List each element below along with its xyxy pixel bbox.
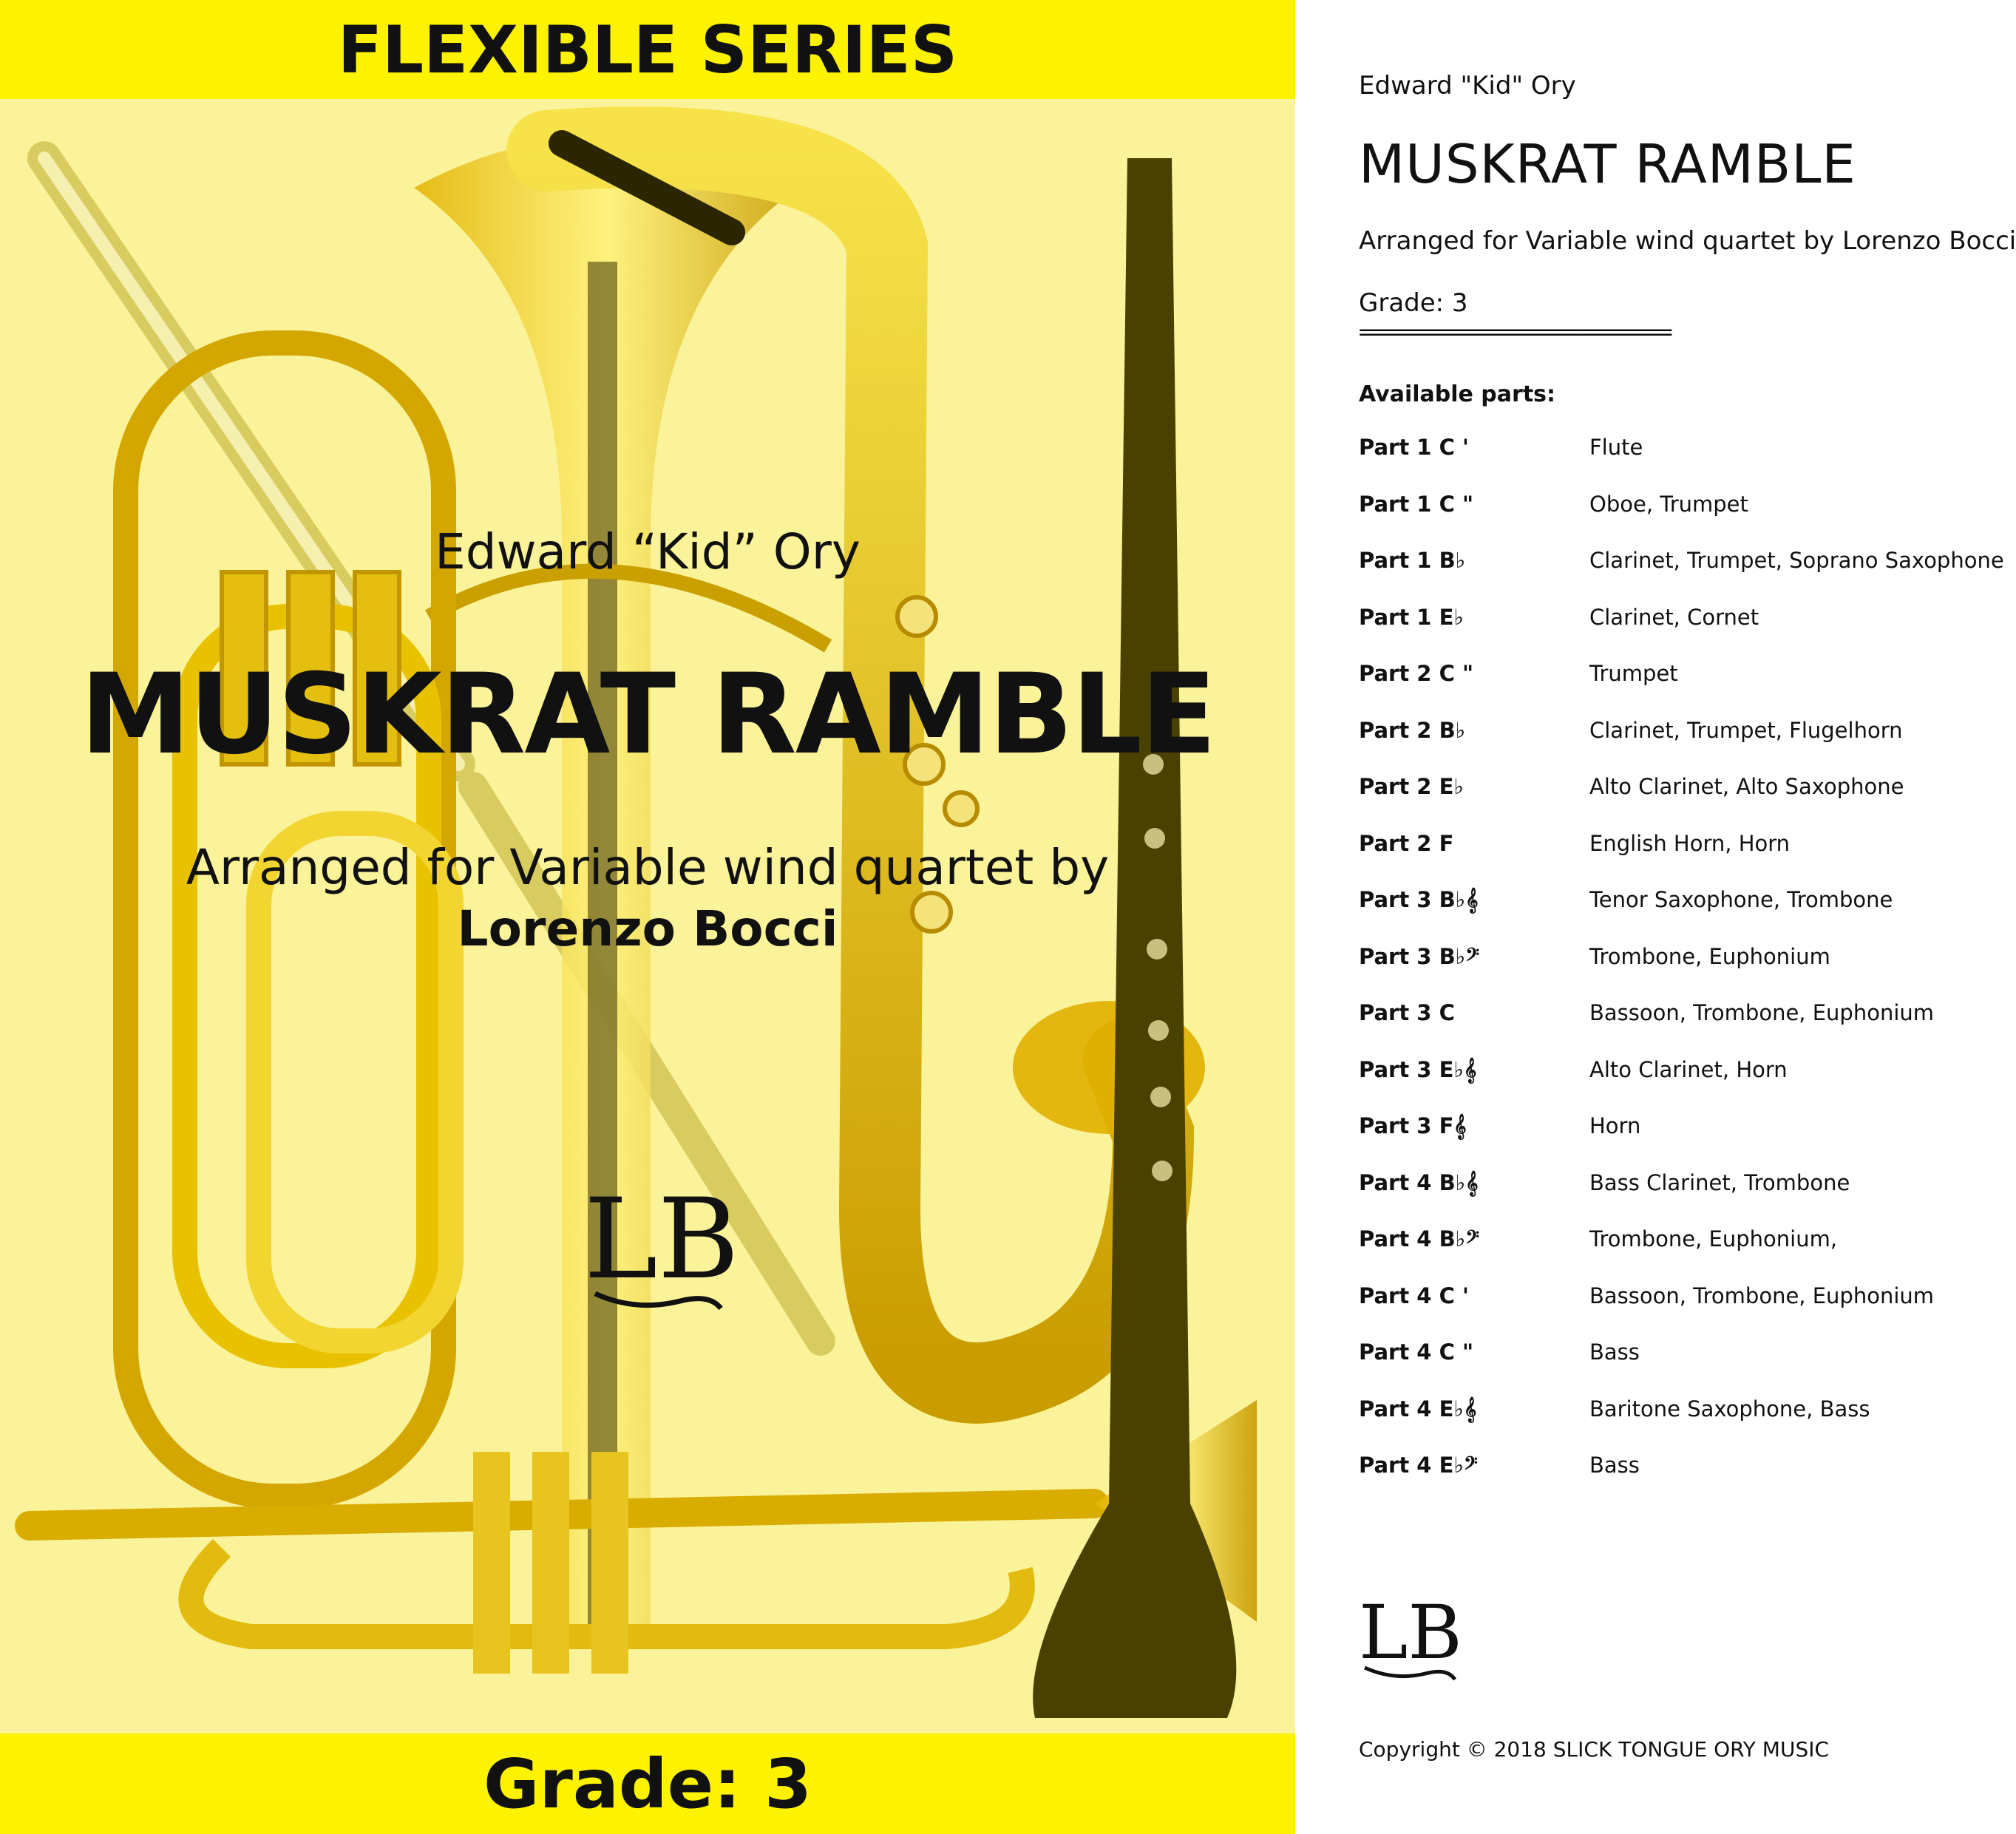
part-label: Part 2 B♭ [1359,717,1466,743]
part-row [1359,605,1876,662]
part-instruments: Clarinet, Trumpet, Flugelhorn [1589,717,1903,743]
part-label: Part 1 C ' [1359,435,1469,460]
part-label: Part 4 B♭𝄢 [1359,1226,1480,1251]
part-label: Part 1 B♭ [1359,548,1466,573]
cover-arranger: Lorenzo Bocci [457,900,838,957]
part-label: Part 2 C " [1359,661,1474,686]
part-row [1359,1226,1876,1283]
parts-sheet [1295,0,2016,1834]
part-instruments: Alto Clarinet, Alto Saxophone [1589,774,1904,799]
grade-banner: Grade: 3 [0,1733,1295,1834]
part-row [1359,831,1876,888]
part-label: Part 1 E♭ [1359,604,1465,630]
part-label: Part 4 C ' [1359,1283,1469,1308]
part-instruments: Bassoon, Trombone, Euphonium [1589,1283,1935,1308]
part-label: Part 2 F [1359,830,1454,856]
part-instruments: Bassoon, Trombone, Euphonium [1589,1000,1935,1025]
part-label: Part 2 E♭ [1359,774,1465,799]
part-row [1359,1283,1935,1340]
part-row [1359,774,1904,831]
cover-title: MUSKRAT RAMBLE [80,651,1215,779]
part-row [1359,887,1893,944]
sheet-logo-letters: LB [1359,1589,1462,1676]
series-banner: FLEXIBLE SERIES [0,0,1295,99]
part-instruments: Oboe, Trumpet [1589,491,1748,517]
part-row [1359,1453,1876,1509]
part-label: Part 3 B♭𝄢 [1359,943,1480,969]
part-instruments: Alto Clarinet, Horn [1589,1056,1788,1082]
sheet-logo-swash [1362,1657,1458,1684]
part-instruments: Trombone, Euphonium [1589,943,1830,969]
copyright-notice: Copyright © 2018 SLICK TONGUE ORY MUSIC [1359,1737,1830,1762]
part-instruments: Trumpet [1589,661,1678,686]
part-instruments: Tenor Saxophone, Trombone [1589,887,1893,912]
sheet-grade: Grade: 3 [1359,288,1468,318]
part-label: Part 4 B♭𝄞 [1359,1169,1479,1195]
part-instruments: English Horn, Horn [1589,830,1791,856]
part-instruments: Horn [1589,1113,1641,1138]
sheet-arranged-line: Arranged for Variable wind quartet by Lorenzo Bocci [1359,226,2016,256]
sheet-publisher-logo [1359,1589,1462,1693]
part-instruments: Clarinet, Cornet [1589,604,1759,630]
part-instruments: Clarinet, Trumpet, Soprano Saxophone [1589,548,2004,573]
part-row [1359,1113,1876,1170]
part-row [1359,435,1876,492]
cover-arranged-line: Arranged for Variable wind quartet by [186,839,1110,896]
part-label: Part 1 C " [1359,491,1474,517]
part-instruments: Bass Clarinet, Trombone [1589,1169,1850,1195]
part-label: Part 3 B♭𝄞 [1359,887,1479,912]
part-instruments: Bass [1589,1339,1640,1365]
part-label: Part 4 E♭𝄢 [1359,1453,1478,1478]
available-parts-heading: Available parts: [1359,381,1556,407]
logo-swash [591,1279,724,1316]
sheet-rule: ============================ [1359,319,1671,345]
sheet-title: MUSKRAT RAMBLE [1359,133,1856,195]
cover-composer: Edward “Kid” Ory [435,523,861,580]
part-label: Part 3 E♭𝄞 [1359,1056,1477,1082]
sheet-composer: Edward "Kid" Ory [1359,71,1576,101]
part-row [1359,1170,1876,1227]
part-row [1359,661,1876,718]
part-row [1359,548,2004,605]
part-instruments: Bass [1589,1453,1640,1478]
part-label: Part 4 C " [1359,1339,1474,1365]
part-row [1359,944,1876,1001]
part-row [1359,1339,1876,1396]
part-row [1359,492,1876,548]
logo-letters: LB [584,1175,739,1304]
part-instruments: Trombone, Euphonium, [1589,1226,1838,1251]
part-label: Part 3 C [1359,1000,1455,1025]
part-row [1359,1000,1935,1057]
parts-list [1359,435,2004,1509]
part-instruments: Flute [1589,435,1643,460]
part-label: Part 4 E♭𝄞 [1359,1396,1477,1422]
part-row [1359,717,1903,775]
part-label: Part 3 F𝄞 [1359,1113,1467,1138]
part-row [1359,1396,1876,1453]
part-instruments: Baritone Saxophone, Bass [1589,1396,1870,1422]
publisher-logo [584,1175,739,1323]
part-row [1359,1057,1876,1114]
